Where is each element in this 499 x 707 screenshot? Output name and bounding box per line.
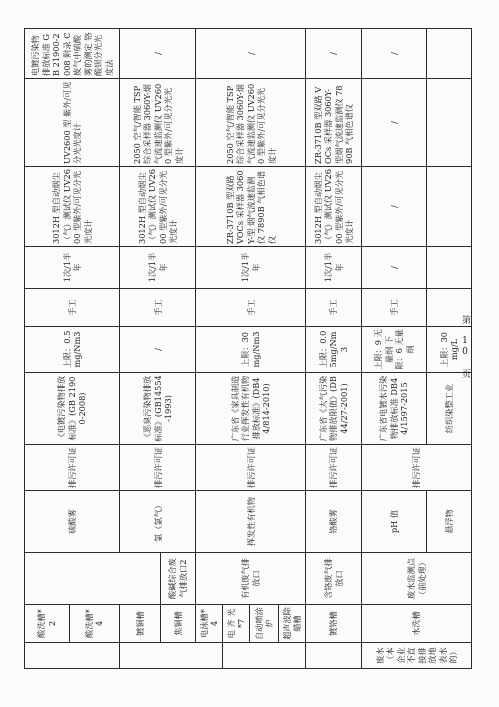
standard-cell: 《恶臭污染物排放标准》(GB14554-1993) <box>120 373 196 445</box>
facility-cell: 超声波除蜡槽 <box>279 605 306 643</box>
table-row <box>306 29 362 669</box>
facility-cell: 镀铜槽 <box>120 605 160 643</box>
pollutant-cell: 硫酸雾 <box>25 491 120 553</box>
pollutant-cell: 氯（氯气） <box>120 491 196 553</box>
analysis-cell: / <box>362 79 427 167</box>
table-row <box>25 29 70 669</box>
frequency-cell: 1次/1半年 <box>196 247 306 289</box>
equipment-cell: / <box>362 167 427 247</box>
basis-cell: 排污许可证 <box>196 445 306 491</box>
method-cell: 手工 <box>25 289 120 327</box>
analysis-cell: 电镀污染物排放标准 GB 21900-2008 附录 C 废气中硫酸雾的测定 铬酸钡分光光度法 <box>25 29 120 79</box>
analysis-cell <box>427 79 472 167</box>
frequency-cell: 1次/1半年 <box>120 247 196 289</box>
frequency-cell: 1次/1半年 <box>25 247 120 289</box>
basis-cell: 排污许可证 <box>306 445 362 491</box>
method-cell: 手工 <box>120 289 196 327</box>
limit-cell: 上限：30mg/L <box>427 327 472 373</box>
facility-cell: 镀铬槽 <box>306 605 362 643</box>
outlet-cell: 含铬废气排放口 <box>306 553 362 605</box>
outlet-cell: 有机废气排放口 <box>196 553 306 605</box>
basis-cell: 排污许可证 <box>362 445 472 491</box>
remark-cell: / <box>120 29 196 79</box>
facility-cell: 电泳槽*4 <box>196 605 223 643</box>
category-cell <box>25 643 120 669</box>
frequency-cell <box>427 247 472 289</box>
equipment-cell <box>427 167 472 247</box>
pollutant-cell: 铬酸雾 <box>306 491 362 553</box>
equipment-cell: ZR-3710B 型双路 VOCs 采样器 3060Y-型 烟气流速监测仪 7890B 气相色谱仪 <box>196 167 306 247</box>
facility-cell: 焦铜槽 <box>160 605 196 643</box>
facility-cell: 自动喷涂炉 <box>250 605 279 643</box>
equipment-cell: 3012H 型自动烟尘（气）测试仪 UV2600 型紫外/可见分光光度计 <box>25 167 120 247</box>
frequency-cell: 1次/1半年 <box>306 247 362 289</box>
facility-cell: 酸洗槽*2 <box>25 605 70 643</box>
standard-cell: 广东省《大气污染物排放限值》(DB44/27-2001) <box>306 373 362 445</box>
facility-cell: 酸洗槽*4 <box>69 605 120 643</box>
category-cell <box>223 643 306 669</box>
remark-cell: UV2600 型 紫外/可见分光光度计 <box>25 79 120 167</box>
limit-cell: 上限：0.5mg/Nm3 <box>25 327 120 373</box>
category-cell: 废水（本企业不直接排放地表水的） <box>362 643 472 669</box>
facility-cell: 水洗槽 <box>362 605 472 643</box>
basis-cell: 排污许可证 <box>120 445 196 491</box>
basis-cell: 排污许可证 <box>25 445 120 491</box>
category-cell <box>120 643 223 669</box>
table-row <box>196 29 223 669</box>
table-row <box>362 29 427 669</box>
method-cell: 手工 <box>306 289 362 327</box>
pollutant-cell: 挥发性有机物 <box>196 491 306 553</box>
pollutant-cell: 悬浮物 <box>427 491 472 553</box>
method-cell: 手工 <box>196 289 306 327</box>
remark-cell: / <box>362 29 427 79</box>
outlet-cell: 酸碱综合废气排放口2 <box>160 553 196 605</box>
page-number: 第 10 页 <box>460 315 470 379</box>
method-cell: 手工 <box>362 289 427 327</box>
limit-cell: / <box>120 327 196 373</box>
standard-cell: 广东省《家具制造行业挥发性有机物排放标准》(DB44/814-2010) <box>196 373 306 445</box>
standard-cell: 《电镀污染物排放标准》(GB 21900-2008) <box>25 373 120 445</box>
remark-cell <box>427 29 472 79</box>
facility-cell: 电 齐 光 *7 <box>223 605 250 643</box>
category-cell <box>306 643 362 669</box>
limit-cell: 上限：0.05mg/Nm3 <box>306 327 362 373</box>
remark-cell: / <box>196 29 306 79</box>
analysis-cell: 2050 空气/智能 TSP 综合采样器 3060Y-烟气流速监测仪 UV2600 型紫外/可见分光光度计 <box>120 79 196 167</box>
standard-cell: 纺织染整工业 <box>427 373 472 445</box>
limit-cell: 上限：30mg/Nm3 <box>196 327 306 373</box>
remark-cell: / <box>306 29 362 79</box>
pollutant-cell: pH 值 <box>362 491 427 553</box>
standard-cell: 广东省电镀水污染物排放标准 DB44/1597-2015 <box>362 373 427 445</box>
limit-cell: 上限：9 无量纲 下限：6 无量纲 <box>362 327 427 373</box>
equipment-cell: 3012H 型自动烟尘（气）测试仪 UV2600 型紫外/可见分光光度计 <box>120 167 196 247</box>
outlet-cell <box>25 553 161 605</box>
frequency-cell: / <box>362 247 427 289</box>
analysis-cell: ZR-3710B 型双路 VOCs 采样器 3060Y-型烟气流速监测仪 7890B 气相色谱仪 <box>306 79 362 167</box>
analysis-cell: 2050 空气/智能 TSP 综合采样器 3060Y-烟气流速监测仪 UV2600 型紫外/可见分光光度计 <box>196 79 306 167</box>
monitoring-table <box>24 28 472 669</box>
equipment-cell: 3012H 型自动烟尘（气）测试仪 UV2600 型紫外/可见分光光度计 <box>306 167 362 247</box>
outlet-cell: 废水监测点（前处理） <box>362 553 472 605</box>
